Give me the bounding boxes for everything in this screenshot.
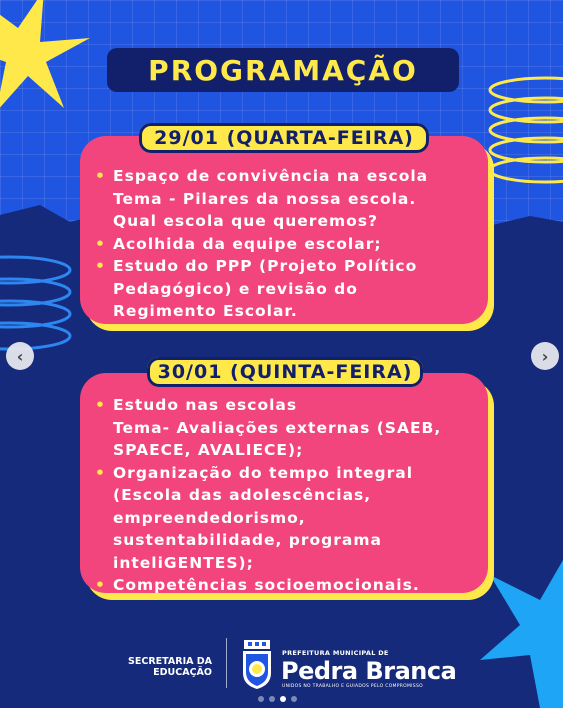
- date-text-day2: 30/01 (QUINTA-FEIRA): [157, 361, 413, 383]
- list-item: [93, 233, 478, 256]
- city-crest-logo: [240, 640, 274, 690]
- list-item-text: Tema- Avaliações externas (SAEB,: [113, 418, 442, 437]
- date-label-day1: [139, 123, 429, 153]
- carousel-dots: [258, 696, 297, 702]
- list-item-text: Tema - Pilares da nossa escola.: [113, 189, 417, 208]
- secretaria-line1: SECRETARIA DA: [128, 656, 212, 667]
- prefeitura-tagline: UNIDOS NO TRABALHO E GUIADOS PELO COMPROMISSO: [282, 684, 423, 689]
- list-item: [93, 165, 478, 233]
- list-item-text: Regimento Escolar.: [113, 302, 298, 320]
- chevron-right-icon: ›: [541, 346, 549, 366]
- list-item: [93, 255, 478, 323]
- list-item-text: Organização do tempo integral: [113, 463, 414, 482]
- list-item-text: Espaço de convivência na escola: [113, 167, 429, 185]
- carousel-dot[interactable]: [291, 696, 297, 702]
- secretaria-line2: EDUCAÇÃO: [153, 667, 212, 678]
- list-item-text: (Escola das adolescências,: [113, 486, 372, 504]
- list-item-text: Acolhida da equipe escolar;: [113, 234, 382, 253]
- bullet-icon: •: [95, 257, 106, 275]
- chevron-left-icon: ‹: [16, 346, 24, 366]
- bullet-icon: •: [95, 396, 106, 414]
- bullet-icon: •: [95, 234, 106, 253]
- list-item-text: inteliGENTES);: [113, 553, 254, 572]
- date-label-day2: [147, 357, 423, 387]
- schedule-list-day2: [93, 394, 478, 597]
- page-title: PROGRAMAÇÃO: [148, 53, 418, 87]
- carousel-dot-active[interactable]: [280, 696, 286, 702]
- schedule-list-day1: [93, 165, 478, 323]
- list-item-text: sustentabilidade, programa: [113, 531, 382, 549]
- list-item-text: Qual escola que queremos?: [113, 212, 378, 230]
- list-item-text: Estudo nas escolas: [113, 396, 298, 414]
- list-item: [93, 462, 478, 575]
- prefeitura-label: PREFEITURA MUNICIPAL DE: [282, 649, 389, 657]
- bullet-icon: •: [95, 576, 106, 594]
- list-item-text: Pedagógico) e revisão do: [113, 279, 358, 298]
- list-item-text: SPAECE, AVALIECE);: [113, 441, 304, 459]
- prefeitura-name: Pedra Branca: [281, 657, 457, 685]
- carousel-next-button[interactable]: [531, 342, 559, 370]
- page-title-banner: [107, 48, 459, 92]
- carousel-prev-button[interactable]: [6, 342, 34, 370]
- secretaria-label: [112, 656, 212, 678]
- carousel-dot[interactable]: [258, 696, 264, 702]
- bullet-icon: •: [95, 463, 106, 482]
- list-item-text: empreendedorismo,: [113, 508, 306, 527]
- bullet-icon: •: [95, 167, 106, 185]
- list-item: [93, 394, 478, 462]
- list-item-text: Competências socioemocionais.: [113, 576, 420, 594]
- footer-divider: [226, 638, 227, 688]
- list-item: [93, 574, 478, 597]
- list-item-text: Estudo do PPP (Projeto Político: [113, 257, 418, 275]
- carousel-dot[interactable]: [269, 696, 275, 702]
- date-text-day1: 29/01 (QUARTA-FEIRA): [154, 127, 414, 149]
